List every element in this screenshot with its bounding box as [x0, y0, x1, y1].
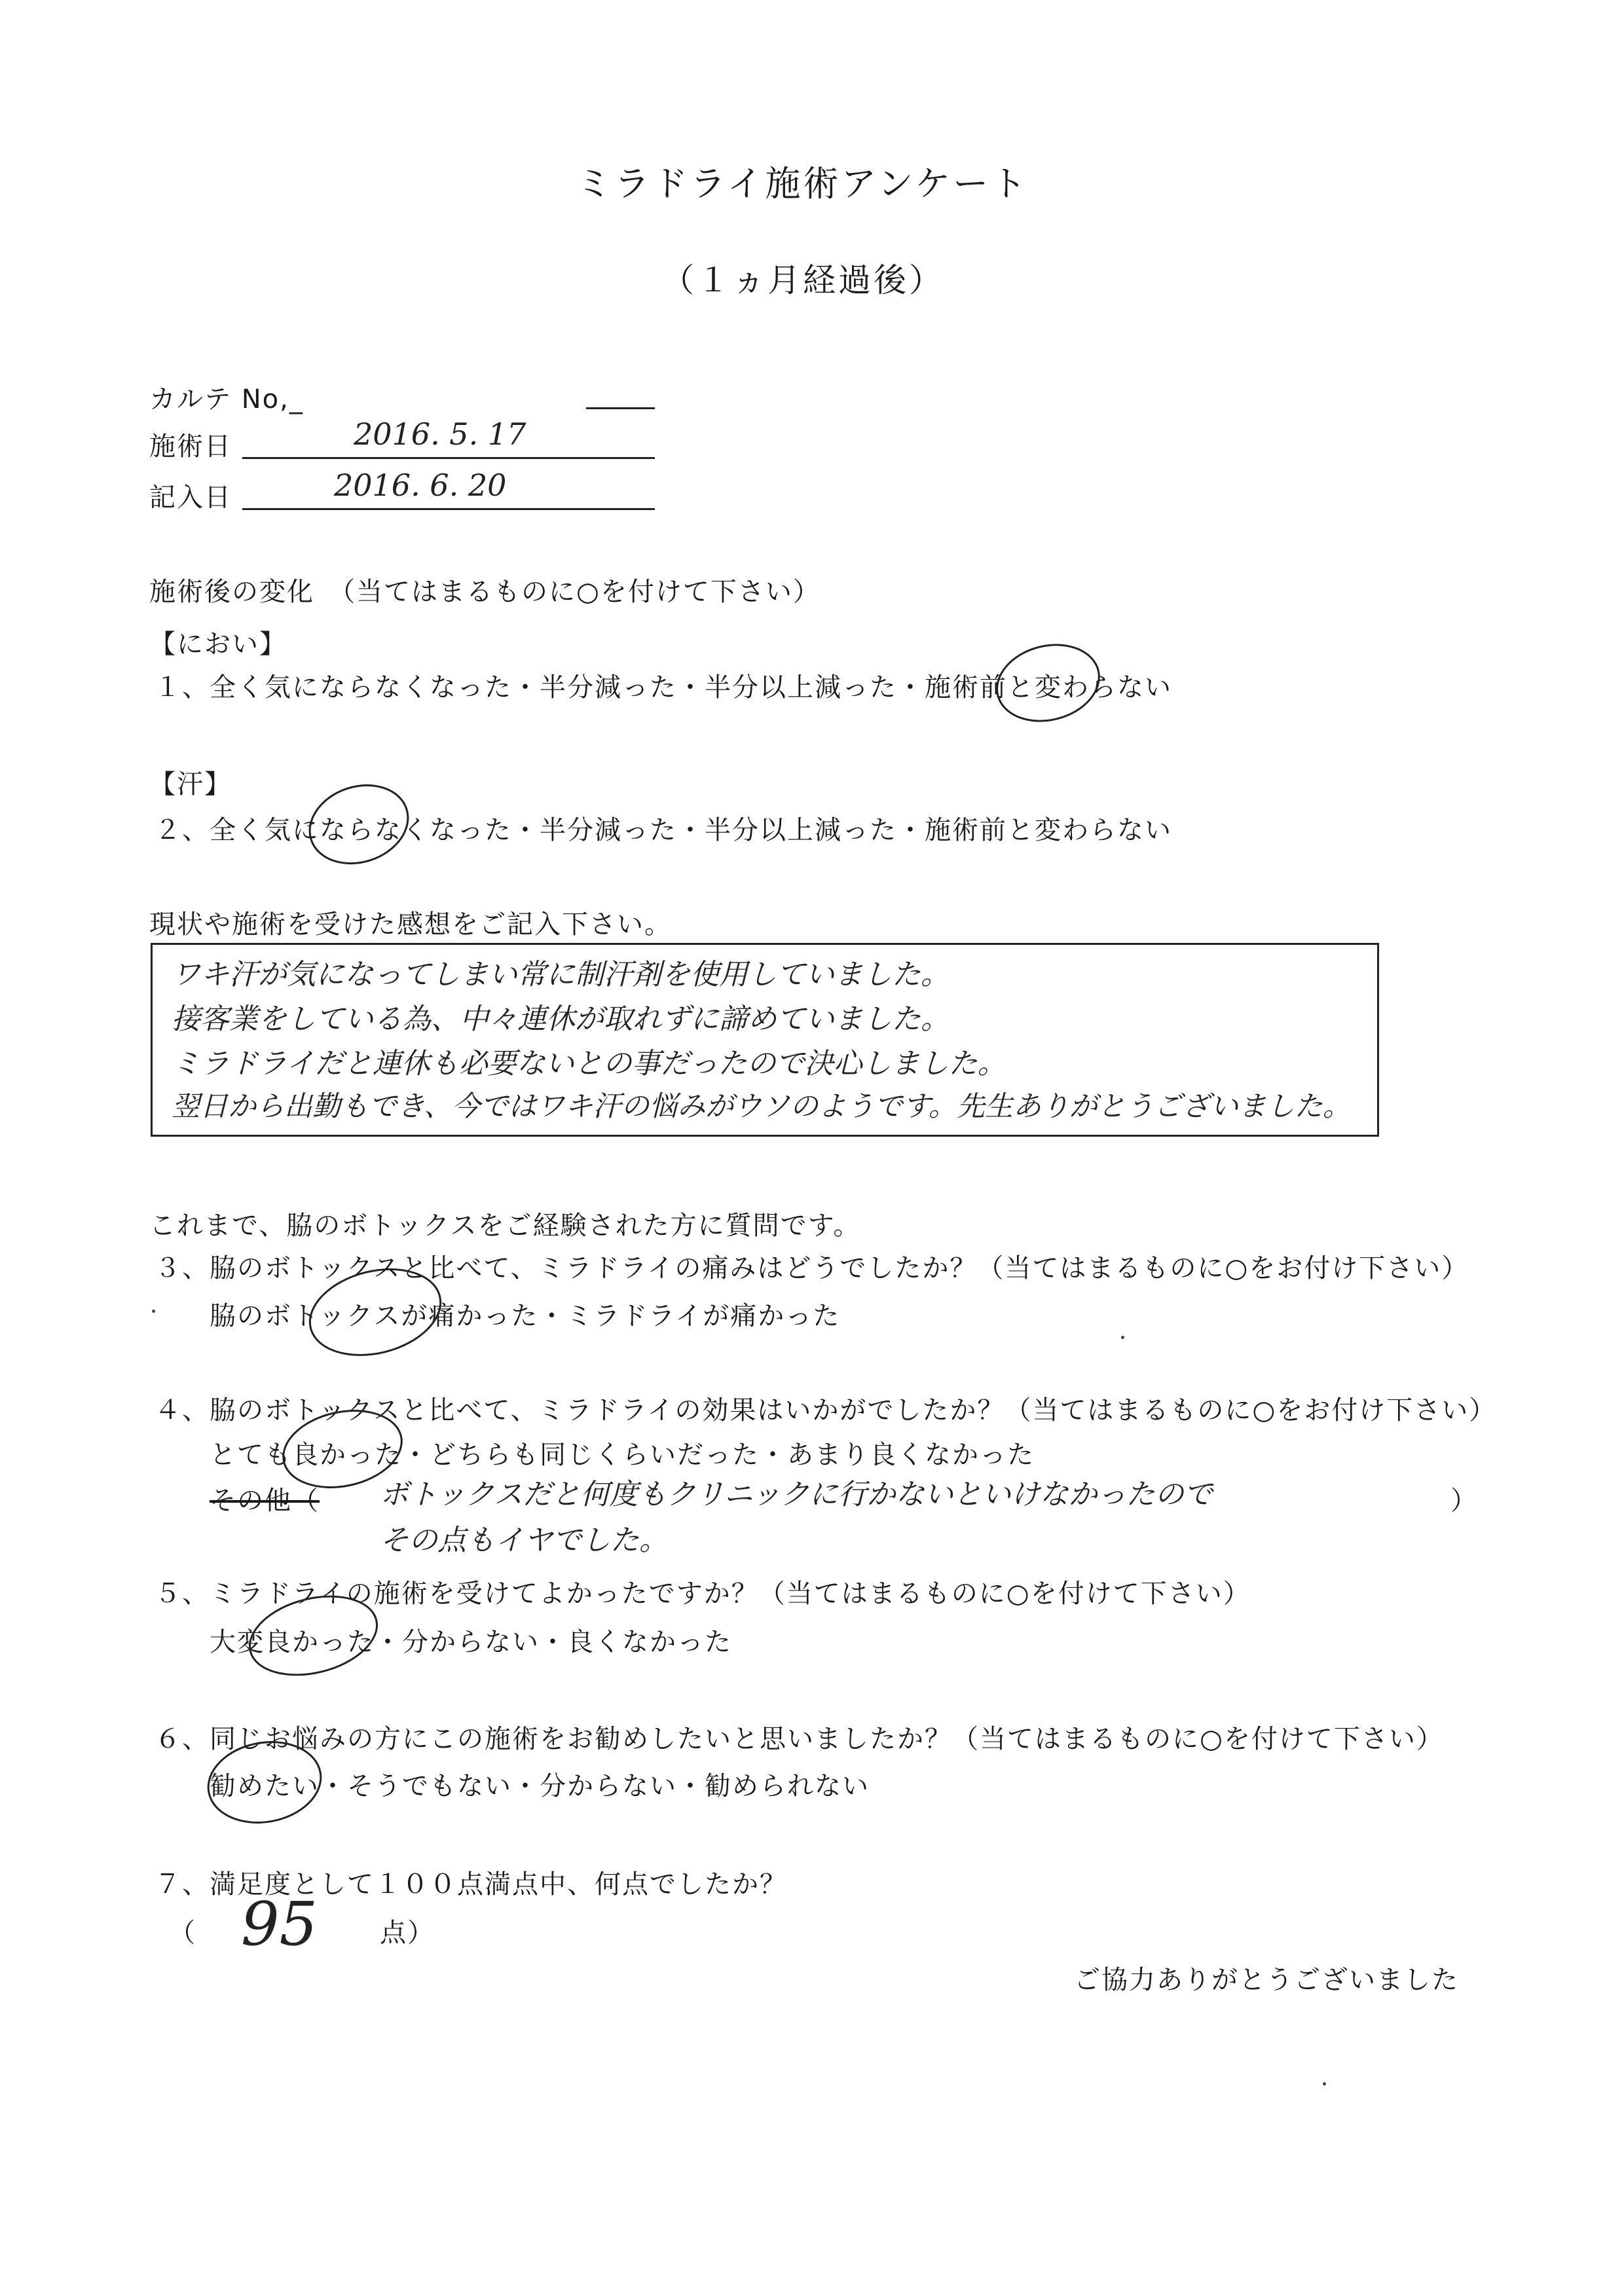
scan-speck: [1323, 2082, 1326, 2085]
entry-date-label: 記入日: [149, 483, 232, 513]
sweat-answer-circle: [299, 772, 420, 877]
q4-question: ４、脇のボトックスと比べて、ミラドライの効果はいかがでしたか？（当てはまるものに○をお付け下さい）: [155, 1395, 1497, 1425]
q4-options: とても良かった・どちらも同じくらいだった・あまり良くなかった: [210, 1440, 1035, 1470]
odor-answer-circle: [987, 633, 1108, 733]
q6-question: ６、同じお悩みの方にこの施術をお勧めしたいと思いましたか？（当てはまるものに○を付けて下さい）: [155, 1724, 1444, 1754]
botox-intro: これまで、脇のボトックスをご経験された方に質問です。: [149, 1211, 861, 1241]
q3-options: 脇のボトックスが痛かった・ミラドライが痛かった: [210, 1301, 841, 1331]
sweat-question: ２、全く気にならなくなった・半分減った・半分以上減った・施術前と変わらない: [155, 815, 1172, 845]
q4-handwritten-1: ボトックスだと何度もクリニックに行かないといけなかったので: [380, 1478, 1213, 1511]
q6-options: 勧めたい・そうでもない・分からない・勧められない: [210, 1771, 870, 1801]
impressions-line-2: 接客業をしている為、中々連休が取れずに諦めていました。: [172, 1002, 950, 1036]
thanks-message: ご協力ありがとうございました: [1074, 1965, 1459, 1995]
q5-question: ５、ミラドライの施術を受けてよかったですか？（当てはまるものに○を付けて下さい）: [155, 1579, 1251, 1609]
impressions-line-4: 翌日から出勤もでき、今ではワキ汗の悩みがウソのようです。先生ありがとうございました。: [172, 1090, 1351, 1123]
changes-heading: 施術後の変化 （当てはまるものに○を付けて下さい）: [149, 577, 821, 607]
scan-speck: [1121, 1336, 1124, 1339]
entry-date-value: 2016. 6. 20: [334, 468, 507, 503]
q4-other-label: その他（: [210, 1486, 320, 1516]
odor-label: 【におい】: [149, 629, 287, 659]
q7-question: ７、満足度として１００点満点中、何点でしたか？: [155, 1869, 787, 1900]
q4-handwritten-2: その点もイヤでした。: [380, 1524, 668, 1557]
impressions-prompt: 現状や施術を受けた感想をご記入下さい。: [149, 909, 672, 940]
q7-close-paren: 点）: [380, 1918, 435, 1948]
chart-number-underline: [586, 407, 655, 409]
impressions-line-1: ワキ汗が気になってしまい常に制汗剤を使用していました。: [172, 958, 950, 991]
q4-other-close: ）: [1450, 1486, 1478, 1516]
odor-question: １、全く気にならなくなった・半分減った・半分以上減った・施術前と変わらない: [155, 672, 1172, 703]
procedure-date-underline: [242, 457, 655, 459]
procedure-date-label: 施術日: [149, 431, 232, 462]
survey-title: ミラドライ施術アンケート: [576, 163, 1029, 204]
chart-number-label: カルテ No,_: [149, 384, 304, 414]
q3-question: ３、脇のボトックスと比べて、ミラドライの痛みはどうでしたか？（当てはまるものに○をお付け下さい）: [155, 1253, 1469, 1283]
scan-speck: [152, 1310, 155, 1313]
sweat-label: 【汗】: [149, 769, 232, 799]
survey-subtitle: （１ヵ月経過後）: [661, 261, 944, 299]
q7-open-paren: （: [169, 1918, 196, 1948]
impressions-line-3: ミラドライだと連休も必要ないとの事だったので決心しました。: [172, 1047, 1006, 1080]
entry-date-underline: [242, 508, 655, 510]
q7-score-value: 95: [241, 1889, 318, 1959]
procedure-date-value: 2016. 5. 17: [354, 416, 526, 452]
q5-options: 大変良かった・分からない・良くなかった: [210, 1627, 732, 1657]
